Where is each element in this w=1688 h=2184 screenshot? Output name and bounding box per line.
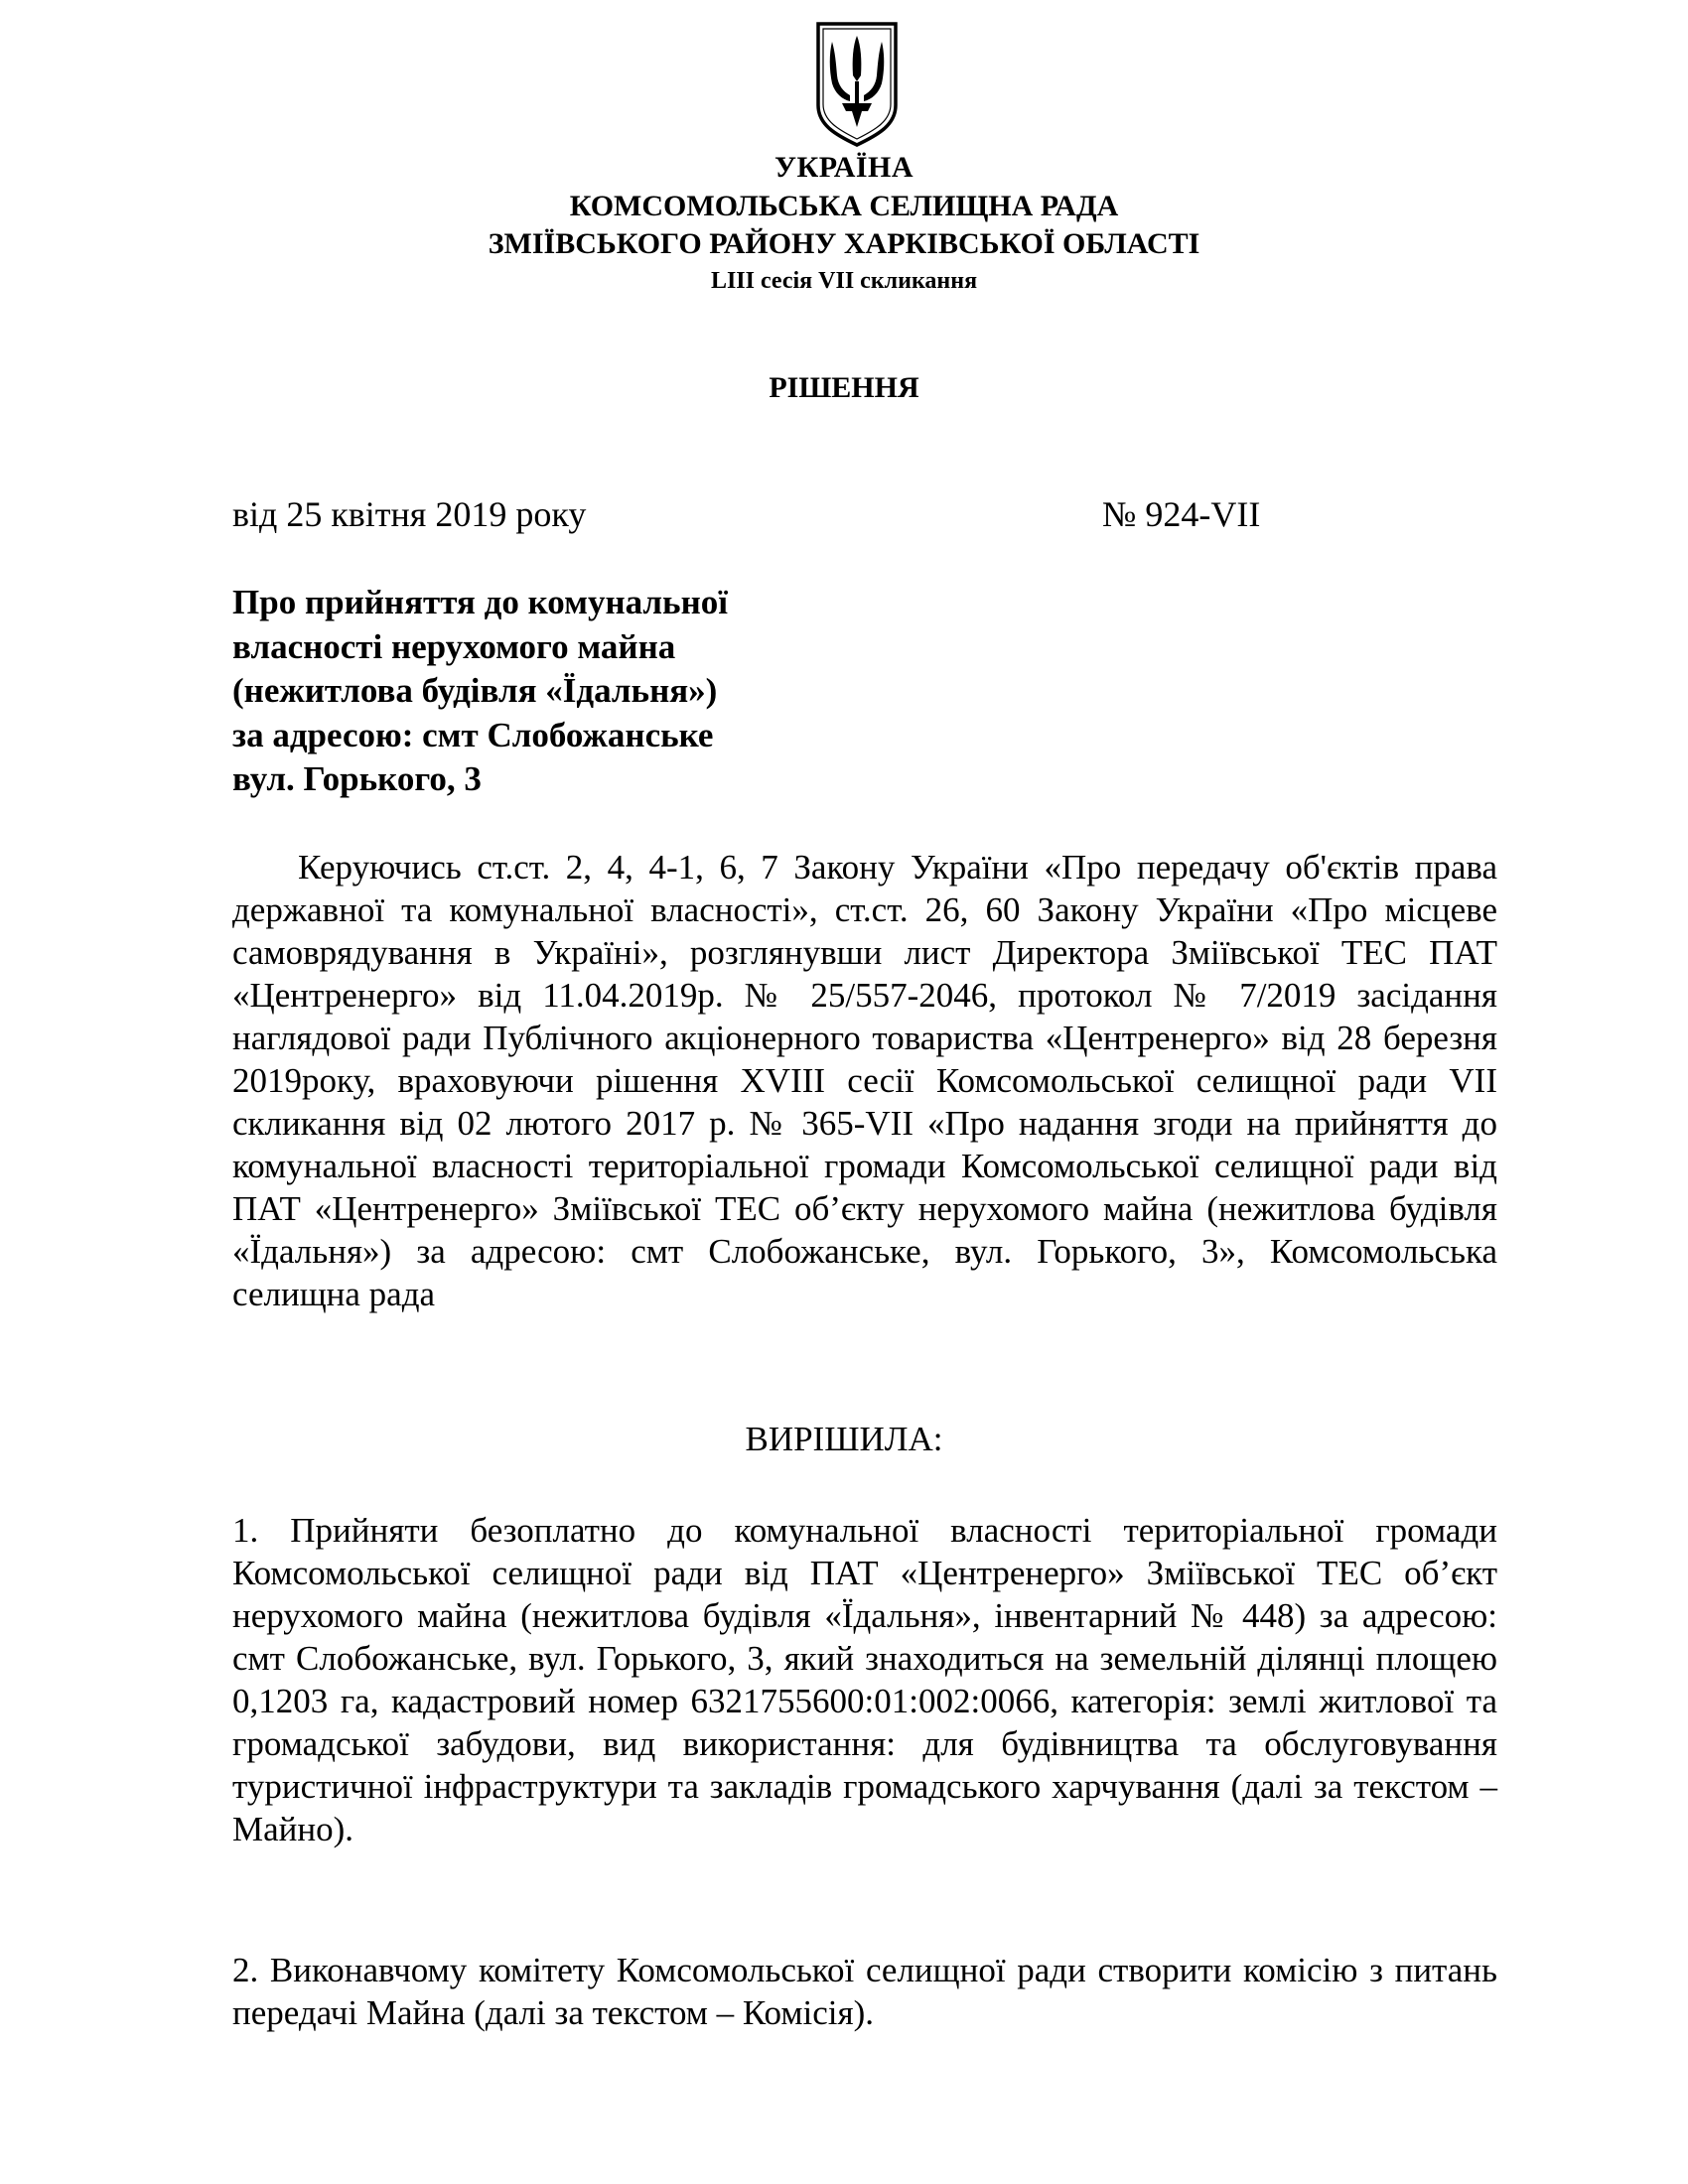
decision-number: № 924-VII [1102, 494, 1261, 534]
ukraine-trident-icon [812, 20, 902, 149]
document-type-title: РІШЕННЯ [769, 371, 919, 404]
decision-date: від 25 квітня 2019 року [232, 494, 587, 534]
session-title: LIII сесія VII скликання [710, 268, 978, 294]
subject-line: Про прийняття до комунальної [232, 583, 728, 621]
council-title: КОМСОМОЛЬСЬКА СЕЛИЩНА РАДА [569, 190, 1119, 222]
decision-subject [232, 581, 868, 802]
resolution-item-1: 1. Прийняти безоплатно до комунальної власності територіальної громади Комсомольської селищної ради від ПАТ «Центренерго» Зміївської ТЕС об’єкт нерухомого майна (нежитлова будівля «Їдальня», інвентарний № 448) за адресою: смт Слобожанське, вул. Горького, 3, який знаходиться на земельній ділянці площею 0,1203 га, кадастровий номер 6321755600:01:002:0066, категорія: землі житлової та громадської забудови, вид використання: для будівництва та обслуговування туристичної інфраструктури та закладів громадського харчування (далі за текстом – Майно). [232, 1511, 1497, 1848]
subject-line: вул. Горького, 3 [232, 759, 482, 798]
subject-line: за адресою: смт Слобожанське [232, 715, 714, 754]
resolution-item-2: 2. Виконавчому комітету Комсомольської селищної ради створити комісію з питань передачі Майна (далі за текстом – Комісія). [232, 1951, 1497, 2032]
resolved-heading: ВИРІШИЛА: [745, 1420, 943, 1458]
subject-line: власності нерухомого майна [232, 626, 676, 666]
preamble-paragraph: Керуючись ст.ст. 2, 4, 4-1, 6, 7 Закону України «Про передачу об'єктів права державної та комунальної власності», ст.ст. 26, 60 Закону України «Про місцеве самоврядування в Україні», розглянувши лист Директора Зміївської ТЕС ПАТ «Центренерго» від 11.04.2019р. № 25/557-2046, протокол № 7/2019 засідання наглядової ради Публічного акціонерного товариства «Центренерго» від 28 березня 2019року, враховуючи рішення XVIII сесії Комсомольської селищної ради VII скликання від 02 лютого 2017 р. № 365-VII «Про надання згоди на прийняття до комунальної власності територіальної громади Комсомольської селищної ради від ПАТ «Центренерго» Зміївської ТЕС об’єкту нерухомого майна (нежитлова будівля «Їдальня») за адресою: смт Слобожанське, вул. Горького, 3», Комсомольська селищна рада [232, 848, 1497, 1313]
country-title: УКРАЇНА [774, 151, 914, 184]
subject-line: (нежитлова будівля «Їдальня») [232, 671, 718, 710]
district-title: ЗМІЇВСЬКОГО РАЙОНУ ХАРКІВСЬКОЇ ОБЛАСТІ [488, 227, 1200, 260]
